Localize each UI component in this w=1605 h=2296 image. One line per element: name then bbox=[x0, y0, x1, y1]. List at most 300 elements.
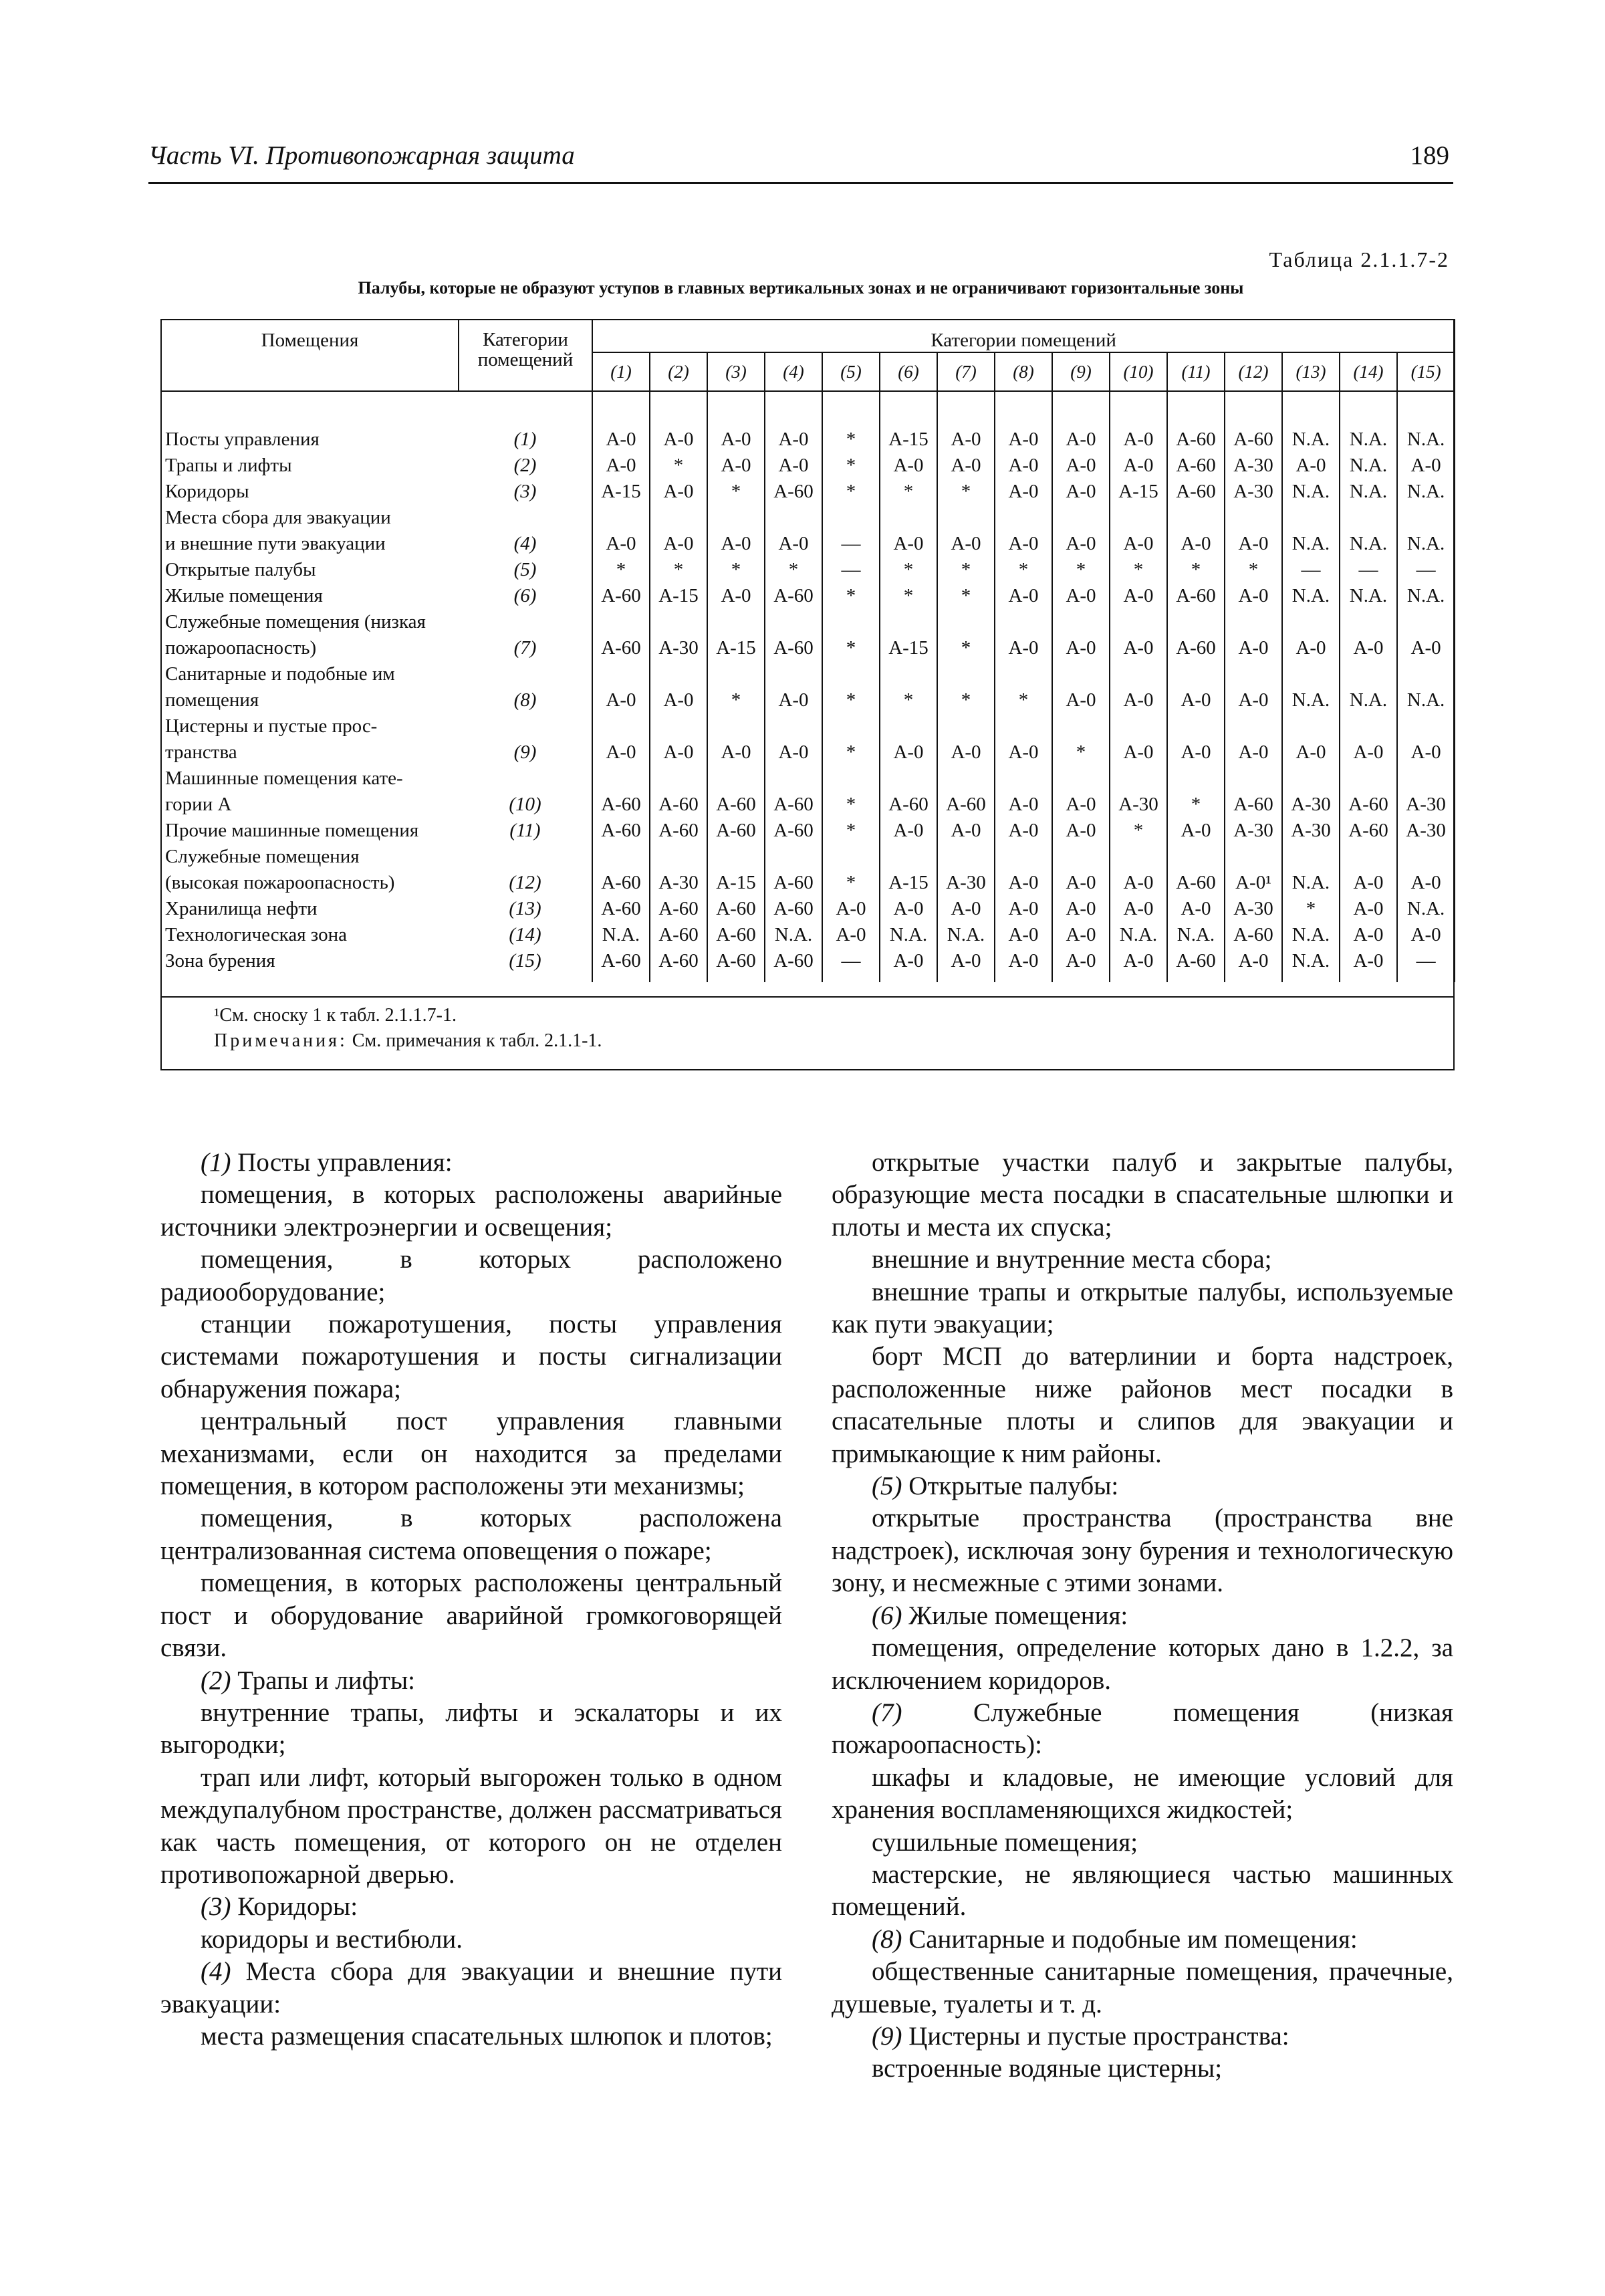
table-cell: A-15 bbox=[880, 609, 937, 661]
table-cell: N.A. bbox=[1167, 922, 1225, 948]
table-cell: A-0 bbox=[937, 818, 995, 844]
table-cell: * bbox=[822, 479, 880, 505]
table-cell: A-60 bbox=[592, 896, 650, 922]
table-row bbox=[161, 661, 1455, 713]
table-cell: A-30 bbox=[1282, 818, 1340, 844]
row-room-name bbox=[161, 505, 459, 557]
paragraph bbox=[160, 1405, 782, 1502]
paragraph-text: открытые пространства (пространства вне надстроек), исключая зону бурения и технологическую зону, и несмежные с этими зонами. bbox=[832, 1504, 1453, 1598]
table-cell: A-60 bbox=[765, 583, 822, 609]
table-cell: — bbox=[822, 948, 880, 982]
footnote-separator bbox=[160, 996, 1455, 998]
row-room-name bbox=[161, 391, 459, 453]
room-name-line: Прочие машинные помещения bbox=[165, 820, 419, 841]
row-category-code: (3) bbox=[513, 481, 537, 502]
table-cell: A-0 bbox=[1282, 713, 1340, 766]
table-cell: * bbox=[1167, 766, 1225, 818]
table-cell: * bbox=[937, 583, 995, 609]
row-room-name bbox=[161, 922, 459, 948]
table-cell: A-0 bbox=[937, 896, 995, 922]
table-cell: N.A. bbox=[1282, 948, 1340, 982]
paragraph-text: Цистерны и пустые пространства: bbox=[902, 2021, 1289, 2051]
table-cell: A-0 bbox=[995, 505, 1052, 557]
paragraph bbox=[160, 1762, 782, 1891]
table-cell: A-0 bbox=[937, 453, 995, 479]
paragraph-text: Трапы и лифты: bbox=[231, 1666, 415, 1695]
table-cell: N.A. bbox=[1397, 583, 1455, 609]
table-cell: * bbox=[707, 479, 765, 505]
table-cell: A-60 bbox=[650, 922, 707, 948]
table-cell: * bbox=[650, 557, 707, 583]
table-cell: A-0 bbox=[1225, 609, 1282, 661]
table-cell: N.A. bbox=[1282, 391, 1340, 453]
table-cell: A-0 bbox=[995, 453, 1052, 479]
table-row bbox=[161, 766, 1455, 818]
table-cell: A-0 bbox=[880, 896, 937, 922]
table-cell: A-0 bbox=[650, 713, 707, 766]
table-cell: A-0 bbox=[1340, 609, 1397, 661]
table-cell: A-0 bbox=[1110, 453, 1167, 479]
table-cell: N.A. bbox=[592, 922, 650, 948]
paragraph-text: внешние трапы и открытые палубы, используемые как пути эвакуации; bbox=[832, 1277, 1453, 1339]
table-cell: A-0 bbox=[1340, 948, 1397, 982]
table-cell: A-0 bbox=[1110, 844, 1167, 896]
table-cell: N.A. bbox=[1340, 661, 1397, 713]
running-header bbox=[148, 134, 1453, 184]
paragraph-text: трап или лифт, который выгорожен только в одном междупалубном пространстве, должен рассматриваться как часть помещения, от которого он не отделен противопожарной дверью. bbox=[160, 1762, 782, 1889]
item-number: (7) bbox=[872, 1698, 902, 1727]
table-cell: A-0 bbox=[995, 844, 1052, 896]
table-cell: A-60 bbox=[765, 844, 822, 896]
table-cell: A-0 bbox=[822, 922, 880, 948]
table-cell: — bbox=[822, 505, 880, 557]
room-name-line: Технологическая зона bbox=[165, 924, 347, 945]
row-room-name bbox=[161, 948, 459, 982]
header-category-9: (9) bbox=[1052, 352, 1110, 391]
table-cell: A-30 bbox=[1225, 818, 1282, 844]
table-cell: A-0 bbox=[995, 766, 1052, 818]
table-cell: N.A. bbox=[1397, 896, 1455, 922]
table-cell: A-60 bbox=[765, 479, 822, 505]
header-category-5: (5) bbox=[822, 352, 880, 391]
room-name-line: Цистерны и пустые прос- bbox=[165, 715, 378, 737]
table-cell: * bbox=[937, 609, 995, 661]
table-cell: A-0 bbox=[1282, 453, 1340, 479]
table-cell: A-60 bbox=[1225, 766, 1282, 818]
table-cell: A-0 bbox=[880, 453, 937, 479]
table-cell: A-0 bbox=[1225, 948, 1282, 982]
paragraph bbox=[160, 1502, 782, 1567]
paragraph-text: Жилые помещения: bbox=[902, 1601, 1128, 1630]
table-cell: A-0 bbox=[995, 922, 1052, 948]
paragraph bbox=[160, 2021, 782, 2053]
text-column-right bbox=[832, 1147, 1453, 2085]
table-cell: * bbox=[995, 661, 1052, 713]
table-cell: A-0 bbox=[1167, 896, 1225, 922]
table-cell: A-60 bbox=[765, 948, 822, 982]
table-cell: A-0 bbox=[937, 948, 995, 982]
table-cell: A-30 bbox=[650, 844, 707, 896]
table-cell: A-60 bbox=[707, 766, 765, 818]
table-cell: A-15 bbox=[880, 844, 937, 896]
table-cell: * bbox=[822, 713, 880, 766]
room-name-line: (высокая пожароопасность) bbox=[165, 872, 395, 893]
table-cell: N.A. bbox=[1340, 391, 1397, 453]
table-cell: A-0 bbox=[1052, 391, 1110, 453]
table-cell: * bbox=[1225, 557, 1282, 583]
table-cell: A-0 bbox=[1110, 609, 1167, 661]
room-name-line: Санитарные и подобные им bbox=[165, 663, 395, 685]
table-row bbox=[161, 453, 1455, 479]
table-cell: A-60 bbox=[880, 766, 937, 818]
table-row bbox=[161, 948, 1455, 982]
paragraph-text: помещения, в которых расположены центральный пост и оборудование аварийной громкоговорящей связи. bbox=[160, 1569, 782, 1663]
table-cell: A-0 bbox=[1167, 713, 1225, 766]
paragraph bbox=[160, 1567, 782, 1664]
paragraph-text: встроенные водяные цистерны; bbox=[872, 2054, 1223, 2083]
table-cell: N.A. bbox=[1340, 479, 1397, 505]
table-cell: N.A. bbox=[1340, 505, 1397, 557]
table-cell: A-15 bbox=[650, 583, 707, 609]
table-cell: A-15 bbox=[880, 391, 937, 453]
paragraph-text: Коридоры: bbox=[231, 1892, 358, 1922]
paragraph bbox=[832, 1502, 1453, 1599]
table-cell: A-0 bbox=[1052, 505, 1110, 557]
header-category-1: (1) bbox=[592, 352, 650, 391]
header-category-7: (7) bbox=[937, 352, 995, 391]
chapter-title: Часть VI. Противопожарная защита bbox=[148, 141, 575, 170]
room-name-line: Хранилища нефти bbox=[165, 898, 318, 919]
table-cell: A-60 bbox=[592, 844, 650, 896]
table-cell: A-0 bbox=[1110, 948, 1167, 982]
table-cell: A-30 bbox=[1225, 896, 1282, 922]
table-cell: A-0 bbox=[995, 609, 1052, 661]
paragraph bbox=[832, 1341, 1453, 1470]
table-cell: A-30 bbox=[650, 609, 707, 661]
table-cell: — bbox=[1397, 948, 1455, 982]
paragraph-text: центральный пост управления главными механизмами, если он находится за пределами помещения, в котором расположены эти механизмы; bbox=[160, 1407, 782, 1501]
paragraph bbox=[832, 1697, 1453, 1762]
table-cell: N.A. bbox=[1282, 844, 1340, 896]
room-name-line: транства bbox=[165, 741, 237, 763]
table-cell: A-0 bbox=[880, 713, 937, 766]
header-category-13: (13) bbox=[1282, 352, 1340, 391]
table-cell: A-0 bbox=[1167, 661, 1225, 713]
row-room-name bbox=[161, 713, 459, 766]
header-room-category: Категории помещений bbox=[459, 320, 592, 391]
table-cell: A-0 bbox=[995, 948, 1052, 982]
paragraph-text: открытые участки палуб и закрытые палубы, образующие места посадки в спасательные шлюпки и плоты и места их спуска; bbox=[832, 1148, 1453, 1242]
table-cell: * bbox=[650, 453, 707, 479]
paragraph-text: Санитарные и подобные им помещения: bbox=[902, 1924, 1358, 1954]
table-cell: A-0 bbox=[765, 505, 822, 557]
table-cell: A-0 bbox=[995, 391, 1052, 453]
table-cell: N.A. bbox=[765, 922, 822, 948]
room-name-line: Зона бурения bbox=[165, 950, 275, 971]
paragraph-text: места размещения спасательных шлюпок и плотов; bbox=[201, 2021, 773, 2051]
table-cell: * bbox=[765, 557, 822, 583]
table-cell: * bbox=[880, 583, 937, 609]
paragraph bbox=[832, 2053, 1453, 2085]
header-category-3: (3) bbox=[707, 352, 765, 391]
table-cell: * bbox=[880, 479, 937, 505]
table-cell: — bbox=[822, 557, 880, 583]
table-cell: A-0 bbox=[1052, 479, 1110, 505]
paragraph-text: Места сбора для эвакуации и внешние пути эвакуации: bbox=[160, 1957, 782, 2019]
text-column-left bbox=[160, 1147, 782, 2053]
table-cell: A-30 bbox=[1225, 453, 1282, 479]
table-cell: A-0 bbox=[1167, 818, 1225, 844]
table-row bbox=[161, 391, 1455, 453]
table-row bbox=[161, 479, 1455, 505]
table-row bbox=[161, 818, 1455, 844]
table-cell: N.A. bbox=[1340, 583, 1397, 609]
table-cell: * bbox=[1167, 557, 1225, 583]
table-cell: * bbox=[822, 583, 880, 609]
room-name-line: и внешние пути эвакуации bbox=[165, 533, 386, 554]
table-cell: A-60 bbox=[1167, 391, 1225, 453]
room-name-line: Служебные помещения bbox=[165, 846, 360, 867]
row-room-name bbox=[161, 818, 459, 844]
row-category-code: (5) bbox=[513, 559, 537, 580]
paragraph bbox=[832, 1600, 1453, 1632]
table-cell: * bbox=[995, 557, 1052, 583]
table-footnotes bbox=[214, 1003, 602, 1054]
table-row bbox=[161, 557, 1455, 583]
row-category-code: (15) bbox=[509, 950, 541, 971]
table-cell: A-0 bbox=[1110, 896, 1167, 922]
table-row bbox=[161, 505, 1455, 557]
table-cell: A-30 bbox=[1397, 818, 1455, 844]
row-category-code: (9) bbox=[513, 741, 537, 763]
item-number: (1) bbox=[201, 1148, 231, 1177]
row-category-code: (1) bbox=[513, 429, 537, 450]
notes-label: Примечания: bbox=[214, 1030, 348, 1051]
table-cell: * bbox=[937, 557, 995, 583]
table-row bbox=[161, 583, 1455, 609]
row-room-name bbox=[161, 479, 459, 505]
item-number: (4) bbox=[201, 1957, 231, 1986]
table-cell: A-0 bbox=[1052, 818, 1110, 844]
row-category-code: (6) bbox=[513, 585, 537, 606]
room-name-line: Служебные помещения (низкая bbox=[165, 611, 426, 633]
paragraph bbox=[832, 1827, 1453, 1859]
table-cell: A-0 bbox=[592, 505, 650, 557]
table-cell: A-60 bbox=[1167, 453, 1225, 479]
table-cell: A-0 bbox=[1225, 583, 1282, 609]
table-cell: A-0 bbox=[1110, 713, 1167, 766]
notes-text: См. примечания к табл. 2.1.1-1. bbox=[352, 1030, 602, 1051]
table-cell: A-60 bbox=[650, 818, 707, 844]
item-number: (6) bbox=[872, 1601, 902, 1630]
room-name-line: Посты управления bbox=[165, 429, 320, 450]
table-cell: A-0 bbox=[1052, 661, 1110, 713]
table-cell: * bbox=[822, 453, 880, 479]
table-cell: A-0 bbox=[1397, 453, 1455, 479]
table-cell: A-60 bbox=[937, 766, 995, 818]
table-cell: * bbox=[1282, 896, 1340, 922]
table-cell: N.A. bbox=[1282, 922, 1340, 948]
table-cell: A-0 bbox=[880, 818, 937, 844]
paragraph bbox=[160, 1956, 782, 2021]
table-cell: N.A. bbox=[1397, 505, 1455, 557]
table-cell: A-60 bbox=[707, 818, 765, 844]
paragraph-text: мастерские, не являющиеся частью машинных помещений. bbox=[832, 1859, 1453, 1922]
room-name-line: помещения bbox=[165, 689, 259, 711]
table-cell: A-0 bbox=[1282, 609, 1340, 661]
table-cell: A-0 bbox=[880, 505, 937, 557]
table-cell: N.A. bbox=[1397, 479, 1455, 505]
table-cell: A-60 bbox=[1167, 948, 1225, 982]
table-cell: A-0 bbox=[707, 391, 765, 453]
paragraph bbox=[832, 1762, 1453, 1827]
item-number: (8) bbox=[872, 1924, 902, 1954]
row-room-name bbox=[161, 557, 459, 583]
table-cell: A-0 bbox=[1397, 713, 1455, 766]
table-cell: A-60 bbox=[650, 948, 707, 982]
table-cell: — bbox=[1397, 557, 1455, 583]
footnote-1: ¹См. сноску 1 к табл. 2.1.1.7-1. bbox=[214, 1005, 457, 1026]
table-cell: A-0 bbox=[1340, 922, 1397, 948]
table-cell: A-0 bbox=[1340, 844, 1397, 896]
table-cell: A-0 bbox=[1052, 766, 1110, 818]
paragraph bbox=[832, 1147, 1453, 1244]
table-cell: A-0 bbox=[1225, 661, 1282, 713]
table-cell: A-0 bbox=[1225, 505, 1282, 557]
table-number: Таблица 2.1.1.7-2 bbox=[1269, 247, 1449, 271]
paragraph-text: Служебные помещения (низкая пожароопасность): bbox=[832, 1698, 1453, 1760]
table-cell: A-0 bbox=[1110, 391, 1167, 453]
paragraph bbox=[160, 1179, 782, 1244]
paragraph-text: Открытые палубы: bbox=[902, 1472, 1119, 1501]
row-category-code: (11) bbox=[509, 820, 541, 841]
table-cell: * bbox=[937, 479, 995, 505]
paragraph bbox=[832, 1244, 1453, 1276]
table-cell: A-0 bbox=[1052, 948, 1110, 982]
table-cell: N.A. bbox=[1282, 583, 1340, 609]
table-cell: * bbox=[822, 766, 880, 818]
paragraph bbox=[832, 1924, 1453, 1956]
table-cell: N.A. bbox=[1397, 391, 1455, 453]
table-cell: A-0 bbox=[1397, 844, 1455, 896]
table-cell: * bbox=[592, 557, 650, 583]
row-category-code: (14) bbox=[509, 924, 541, 945]
table-cell: A-30 bbox=[1282, 766, 1340, 818]
table-cell: A-0 bbox=[1340, 896, 1397, 922]
table-cell: A-60 bbox=[765, 818, 822, 844]
table-cell: A-60 bbox=[592, 766, 650, 818]
table-cell: * bbox=[880, 661, 937, 713]
paragraph-text: борт МСП до ватерлинии и борта надстроек, расположенные ниже районов мест посадки в спасательные плоты и слипов для эвакуации и примыкающие к ним районы. bbox=[832, 1342, 1453, 1468]
paragraph bbox=[832, 1632, 1453, 1697]
table-cell: * bbox=[1110, 557, 1167, 583]
table-cell: A-15 bbox=[707, 844, 765, 896]
row-category-code: (13) bbox=[509, 898, 541, 919]
table-cell: N.A. bbox=[937, 922, 995, 948]
table-cell: A-0 bbox=[995, 479, 1052, 505]
header-category-11: (11) bbox=[1167, 352, 1225, 391]
table-cell: A-60 bbox=[1167, 583, 1225, 609]
table-cell: A-60 bbox=[765, 609, 822, 661]
paragraph bbox=[832, 1470, 1453, 1502]
table-cell: * bbox=[822, 661, 880, 713]
table-cell: N.A. bbox=[1110, 922, 1167, 948]
table-cell: N.A. bbox=[1282, 479, 1340, 505]
paragraph bbox=[160, 1665, 782, 1697]
row-category-code: (8) bbox=[513, 689, 537, 711]
table-cell: A-0 bbox=[995, 896, 1052, 922]
paragraph bbox=[160, 1891, 782, 1923]
table-cell: A-30 bbox=[1225, 479, 1282, 505]
table-cell: A-0 bbox=[1397, 922, 1455, 948]
table-cell: A-60 bbox=[1340, 766, 1397, 818]
table-cell: A-15 bbox=[592, 479, 650, 505]
item-number: (3) bbox=[201, 1892, 231, 1922]
table-cell: A-60 bbox=[1225, 922, 1282, 948]
paragraph bbox=[160, 1308, 782, 1405]
room-name-line: Машинные помещения кате- bbox=[165, 768, 403, 789]
table-cell: A-0 bbox=[1167, 505, 1225, 557]
table-row bbox=[161, 609, 1455, 661]
row-category-code: (10) bbox=[509, 794, 541, 815]
table-cell: A-0 bbox=[1052, 583, 1110, 609]
room-name-line: гории А bbox=[165, 794, 232, 815]
header-categories-group: Категории помещений bbox=[592, 320, 1455, 352]
table-cell: A-0 bbox=[1340, 713, 1397, 766]
paragraph bbox=[160, 1697, 782, 1762]
table-cell: A-60 bbox=[1167, 479, 1225, 505]
item-number: (5) bbox=[872, 1472, 902, 1501]
paragraph bbox=[160, 1147, 782, 1179]
table-cell: * bbox=[1052, 557, 1110, 583]
table-cell: A-30 bbox=[937, 844, 995, 896]
table-cell: A-0 bbox=[650, 505, 707, 557]
table-cell: A-0 bbox=[650, 661, 707, 713]
header-category-14: (14) bbox=[1340, 352, 1397, 391]
table-cell: A-0 bbox=[1052, 922, 1110, 948]
table-cell: A-60 bbox=[707, 922, 765, 948]
table-cell: A-0 bbox=[1397, 609, 1455, 661]
table-cell: N.A. bbox=[1282, 505, 1340, 557]
header-category-8: (8) bbox=[995, 352, 1052, 391]
table-cell: A-0 bbox=[1110, 661, 1167, 713]
room-name-line: пожароопасность) bbox=[165, 637, 317, 659]
header-category-12: (12) bbox=[1225, 352, 1282, 391]
fire-integrity-table bbox=[160, 319, 1455, 982]
table-cell: * bbox=[880, 557, 937, 583]
header-category-4: (4) bbox=[765, 352, 822, 391]
paragraph bbox=[832, 1956, 1453, 2021]
table-cell: A-60 bbox=[1340, 818, 1397, 844]
table-cell: A-0 bbox=[1052, 453, 1110, 479]
table-row bbox=[161, 713, 1455, 766]
table-cell: A-60 bbox=[592, 583, 650, 609]
paragraph-text: помещения, в которых расположена централизованная система оповещения о пожаре; bbox=[160, 1504, 782, 1565]
row-room-name bbox=[161, 453, 459, 479]
table-cell: A-60 bbox=[592, 948, 650, 982]
table-cell: A-0 bbox=[650, 479, 707, 505]
table-cell: A-15 bbox=[1110, 479, 1167, 505]
table-cell: A-60 bbox=[1225, 391, 1282, 453]
table-cell: A-0 bbox=[765, 661, 822, 713]
table-cell: N.A. bbox=[1397, 661, 1455, 713]
paragraph-text: Посты управления: bbox=[231, 1148, 453, 1177]
table-cell: A-0 bbox=[937, 505, 995, 557]
paragraph-text: помещения, в которых расположено радиооборудование; bbox=[160, 1245, 782, 1306]
table-cell: A-60 bbox=[765, 766, 822, 818]
table-cell: A-0¹ bbox=[1225, 844, 1282, 896]
row-room-name bbox=[161, 609, 459, 661]
